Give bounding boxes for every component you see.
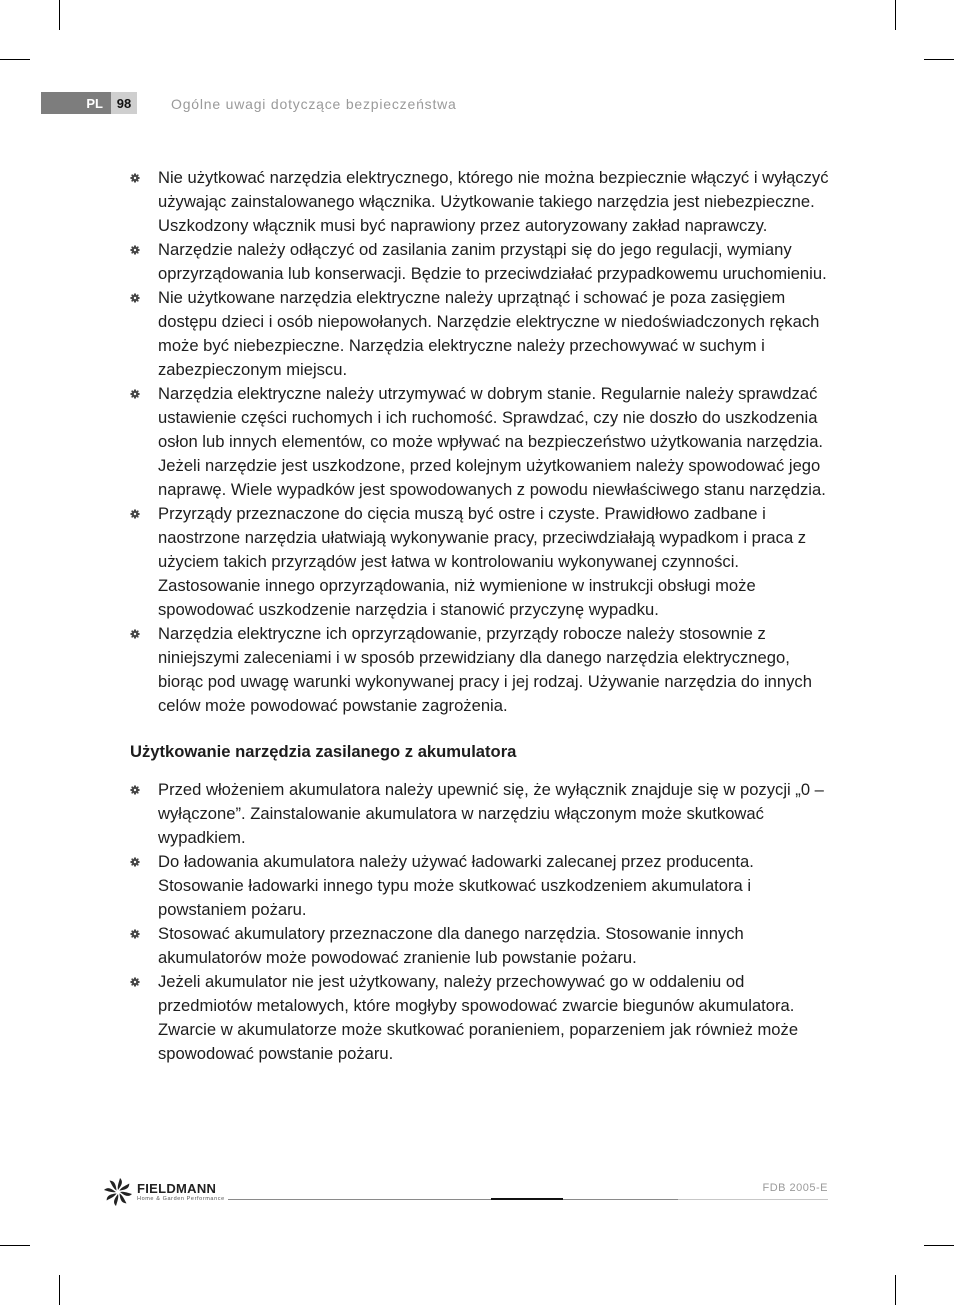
- flower-bullet-icon: [130, 245, 140, 255]
- flower-bullet-icon: [130, 293, 140, 303]
- brand-name: FIELDMANN: [137, 1180, 217, 1196]
- crop-mark: [59, 0, 60, 30]
- crop-mark: [0, 1245, 30, 1246]
- bullet-list-general: [130, 166, 830, 718]
- list-item: [130, 502, 830, 622]
- document-body: [130, 166, 830, 1066]
- list-item: [130, 238, 830, 286]
- list-item-text: Stosować akumulatory przeznaczone dla danego narzędzia. Stosowanie innych akumulatorów może powodować zranienie lub powstanie pożaru.: [158, 924, 744, 967]
- crop-mark: [895, 0, 896, 30]
- list-item: [130, 382, 830, 502]
- list-item: [130, 778, 830, 850]
- bullet-list-battery: [130, 778, 830, 1066]
- list-item-text: Narzędzie należy odłączyć od zasilania zanim przystąpi się do jego regulacji, wymiany oprzyrządowania lub konserwacji. Będzie to przeciwdziałać przypadkowemu uruchomieniu.: [158, 240, 827, 283]
- crop-mark: [924, 1245, 954, 1246]
- flower-bullet-icon: [130, 785, 140, 795]
- crop-mark: [924, 59, 954, 60]
- brand-text: [137, 1182, 225, 1203]
- footer-divider-light: [678, 1199, 828, 1200]
- flower-bullet-icon: [130, 929, 140, 939]
- page-number: 98: [111, 92, 137, 114]
- footer-divider-accent: [491, 1198, 563, 1200]
- list-item-text: Jeżeli akumulator nie jest użytkowany, należy przechowywać go w oddaleniu od przedmiotów metalowych, które mogłyby spowodować zwarcie biegunów akumulatora. Zwarcie w akumulatorze może skutkować poranieniem, poparzeniem jak również może spowodować powstanie pożaru.: [158, 972, 799, 1063]
- list-item-text: Do ładowania akumulatora należy używać ładowarki zalecanej przez producenta. Stosowanie ładowarki innego typu może skutkować uszkodzeniem akumulatora i powstaniem pożaru.: [158, 852, 754, 919]
- list-item: [130, 622, 830, 718]
- list-item-text: Przyrządy przeznaczone do cięcia muszą być ostre i czyste. Prawidłowo zadbane i naostrzone narzędzia ułatwiają wykonywanie pracy, przeciwdziałają wypadkom i praca z użyciem takich przyrządów jest łatwa w kontrolowaniu wykonywanej czynności. Zastosowanie innego oprzyrządowania, niż wymienione w instrukcji obsługi może spowodować uszkodzenie narzędzia i stanowić przyczynę wypadku.: [158, 504, 807, 619]
- list-item: [130, 970, 830, 1066]
- list-item: [130, 166, 830, 238]
- list-item-text: Przed włożeniem akumulatora należy upewnić się, że wyłącznik znajduje się w pozycji „0 – wyłączone”. Zainstalowanie akumulatora w narzędziu włączonym może skutkować wypadkiem.: [158, 780, 824, 847]
- list-item-text: Nie użytkowane narzędzia elektryczne należy uprzątnąć i schować je poza zasięgiem dostępu dzieci i osób niepowołanych. Narzędzie elektryczne w niedoświadczonych rękach może być niebezpieczne. Narzędzia elektryczne należy przechowywać w suchym i zabezpieczonym miejscu.: [158, 288, 820, 379]
- flower-bullet-icon: [130, 389, 140, 399]
- flower-bullet-icon: [130, 173, 140, 183]
- flower-bullet-icon: [130, 509, 140, 519]
- model-number: FDB 2005-E: [762, 1182, 828, 1194]
- flower-bullet-icon: [130, 977, 140, 987]
- language-label: PL: [41, 92, 111, 114]
- list-item-text: Narzędzia elektryczne należy utrzymywać w dobrym stanie. Regularnie należy sprawdzać ustawienie części ruchomych i ich ruchomość. Sprawdzać, czy nie doszło do uszkodzenia osłon lub innych elementów, co może wpływać na bezpieczeństwo użytkowania narzędzia. Jeżeli narzędzie jest uszkodzone, przed kolejnym użytkowaniem należy spowodować jego naprawę. Wiele wypadków jest spowodowanych z powodu niewłaściwego stanu narzędzia.: [158, 384, 826, 499]
- flower-bullet-icon: [130, 857, 140, 867]
- fieldmann-swirl-logo-icon: [103, 1177, 133, 1207]
- page-header-tab: [41, 92, 137, 114]
- brand-logo: [103, 1177, 225, 1207]
- list-item: [130, 922, 830, 970]
- flower-bullet-icon: [130, 629, 140, 639]
- brand-tagline: Home & Garden Performance: [137, 1195, 225, 1202]
- list-item-text: Narzędzia elektryczne ich oprzyrządowanie, przyrządy robocze należy stosownie z niniejszymi zaleceniami i w sposób przewidziany dla danego narzędzia elektrycznego, biorąc pod uwagę warunki wykonywanej pracy i jej rodzaj. Używanie narzędzia do innych celów może powodować powstanie zagrożenia.: [158, 624, 812, 715]
- crop-mark: [895, 1275, 896, 1305]
- list-item: [130, 850, 830, 922]
- list-item: [130, 286, 830, 382]
- list-item-text: Nie użytkować narzędzia elektrycznego, którego nie można bezpiecznie włączyć i wyłączyć używając zainstalowanego włącznika. Użytkowanie takiego narzędzia jest niebezpieczne. Uszkodzony włącznik musi być naprawiony przez autoryzowany zakład naprawczy.: [158, 168, 829, 235]
- crop-mark: [0, 59, 30, 60]
- page-title: Ogólne uwagi dotyczące bezpieczeństwa: [171, 96, 457, 112]
- crop-mark: [59, 1275, 60, 1305]
- section-heading: Użytkowanie narzędzia zasilanego z akumulatora: [130, 742, 517, 761]
